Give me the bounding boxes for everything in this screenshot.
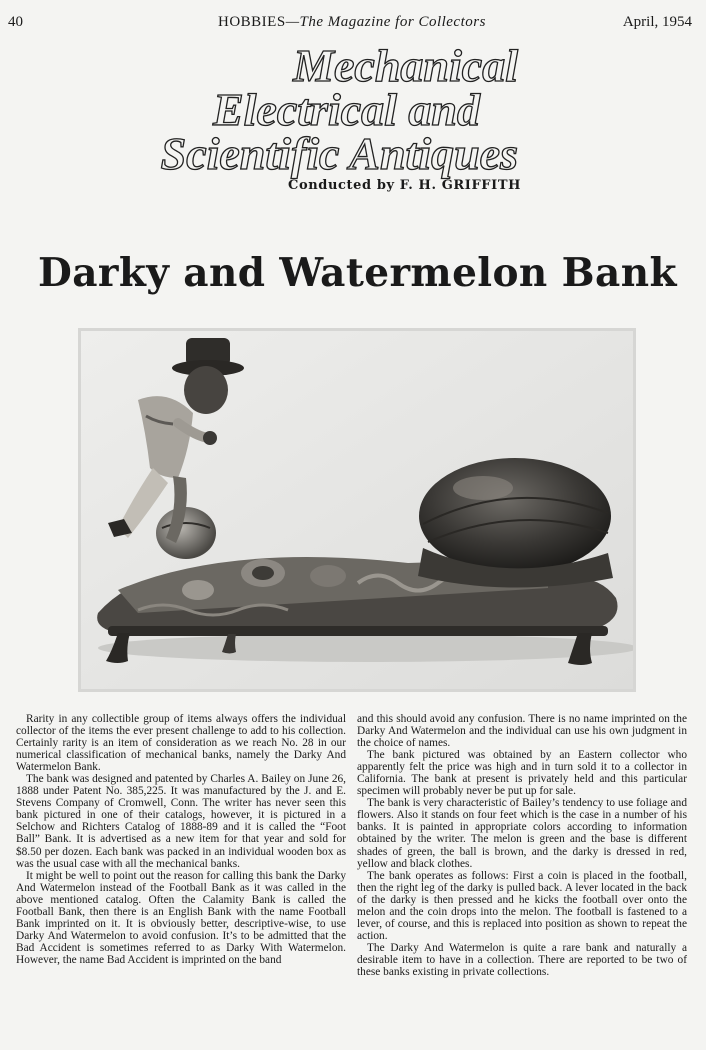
paragraph: The Darky And Watermelon is quite a rare bank and naturally a desirable item to have in a collection. There are reported to be two of these banks existing in private collections. — [357, 941, 687, 978]
paragraph: and this should avoid any confusion. There is no name imprinted on the Darky And Watermelon and the individual can use his own judgment in the choice of names. — [357, 713, 687, 750]
department-title-line-1: Mechanical — [293, 40, 518, 91]
page-header — [8, 14, 692, 34]
paragraph: It might be well to point out the reason for calling this bank the Darky And Watermelon instead of the Football Bank as it was called in the above mentioned catalog. Often the Calamity Bank is called the Football Bank, then there is an English Bank with the name Football Bank imprinted on it. It is obviously better, descriptive-wise, to use Darky And Watermelon to avoid confusion. It’s to be admitted that the Bad Accident is sometimes referred to as Darky With Watermelon. However, the name Bad Accident is imprinted on the band — [16, 869, 346, 966]
article-column-left — [16, 713, 346, 966]
magazine-name: HOBBIES — [218, 14, 286, 30]
paragraph: The bank pictured was obtained by an Eastern collector who apparently felt the price was high and in turn sold it to a collector in California. The bank at present is privately held and this particular specimen will probably never be put up for sale. — [357, 749, 687, 798]
paragraph: The bank is very characteristic of Bailey’s tendency to use foliage and flowers. Also it stands on four feet which is the case in a number of his banks. It is painted in appropriate colors according to information obtained by the writer. The melon is green and the base is different shades of green, the ball is brown, and the darky is dressed in red, yellow and black clothes. — [357, 797, 687, 870]
conductor-byline: Conducted by F. H. GRIFFITH — [288, 178, 521, 193]
running-head — [218, 14, 486, 31]
magazine-tagline: —The Magazine for Collectors — [285, 14, 486, 30]
article-headline: Darky and Watermelon Bank — [38, 250, 677, 296]
paragraph: The bank was designed and patented by Charles A. Bailey on June 26, 1888 under Patent No. 385,225. It was manufactured by the J. and E. Stevens Company of Cromwell, Conn. The writer has never seen this bank pictured in one of their catalogs, however, it is pictured in a Selchow and Richters Catalog of 1888-89 and it is called the “Foot Ball” Bank. It is advertised as a new item for that year and sold for $8.50 per dozen. Each bank was packed in an individual wooden box as was the usual case with all the mechanical banks. — [16, 773, 346, 870]
paragraph: The bank operates as follows: First a coin is placed in the football, then the right leg of the darky is pulled back. A lever located in the back of the darky is then pressed and he kicks the football over onto the melon and the coin drops into the melon. The football is fastened to a lever, of course, and this is replaced into position as shown to repeat the action. — [357, 869, 687, 942]
department-title — [160, 40, 518, 179]
page-number: 40 — [8, 14, 23, 30]
article-column-right — [357, 713, 687, 978]
issue-date: April, 1954 — [622, 14, 692, 30]
paragraph: Rarity in any collectible group of items always offers the individual collector of the items the ever present challenge to add to his collection. Certainly rarity is an item of consideration as we reach No. 28 in our numerical classification of mechanical banks, namely the Darky And Watermelon Bank. — [16, 713, 346, 774]
bank-illustration — [78, 328, 636, 692]
department-title-line-2: Electrical and — [212, 84, 480, 135]
department-title-line-3: Scientific Antiques — [160, 128, 518, 179]
bank-photograph — [78, 328, 636, 692]
